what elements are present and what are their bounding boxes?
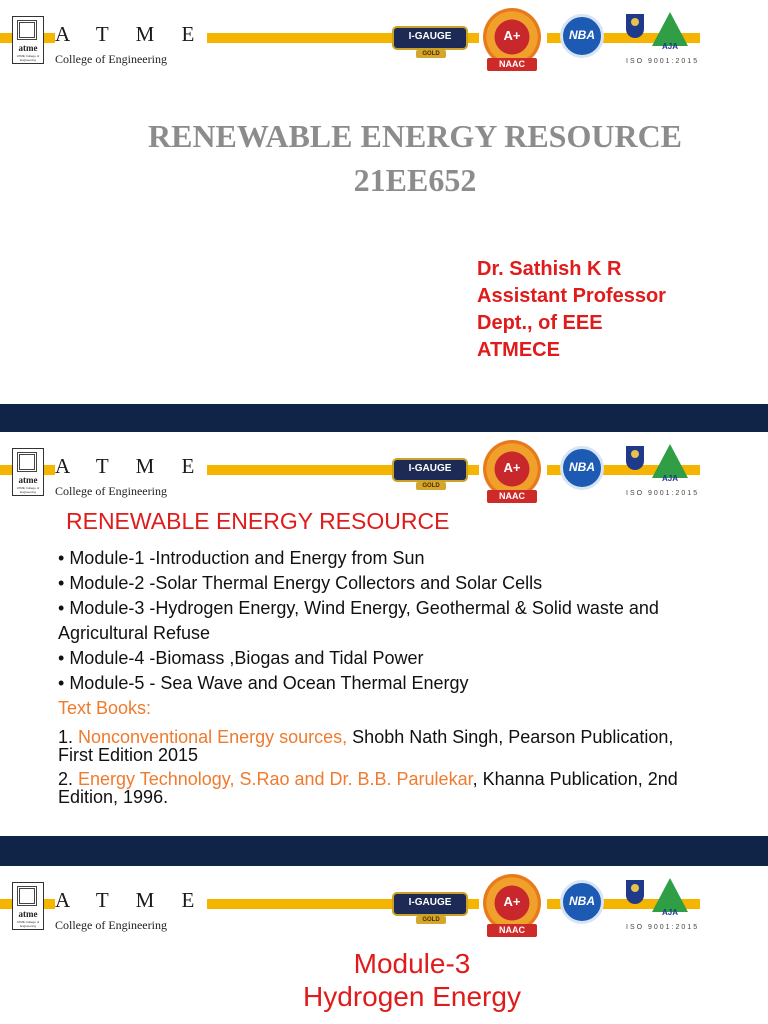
igauge-badge — [392, 26, 468, 57]
aja-logo-icon — [652, 444, 688, 478]
module-item: • Module-5 - Sea Wave and Ocean Thermal Energy — [58, 671, 718, 696]
logo-emblem-icon — [17, 20, 37, 40]
naac-label: NAAC — [487, 490, 537, 503]
igauge-tier: GOLD — [416, 50, 446, 58]
iso-shield-icon — [626, 446, 644, 470]
author-block — [477, 256, 666, 364]
nba-badge — [560, 14, 604, 58]
textbook-number: 1. — [58, 727, 79, 747]
module-item: • Module-2 -Solar Thermal Energy Collectors and Solar Cells — [58, 571, 718, 596]
igauge-label: I-GAUGE — [408, 31, 452, 42]
nba-label: NBA — [569, 894, 595, 908]
logo-text: atme — [18, 43, 38, 53]
atme-logo — [12, 882, 44, 930]
slide-1 — [0, 0, 768, 404]
module-item: • Module-4 -Biomass ,Biogas and Tidal Power — [58, 646, 718, 671]
module-list — [58, 546, 718, 696]
iso-shield-icon — [626, 14, 644, 38]
textbook-details: Shobh Nath Singh, Pearson Publication, First Edition 2015 — [58, 727, 674, 765]
slide-divider — [0, 404, 768, 432]
logo-tagline: ATME College of Engineering — [16, 920, 40, 928]
logo-tagline: ATME College of Engineering — [16, 486, 40, 494]
module-heading: Module-3 — [353, 948, 471, 979]
igauge-tier: GOLD — [416, 482, 446, 490]
aja-logo-icon — [652, 878, 688, 912]
textbook-number: 2. — [58, 769, 79, 789]
nba-label: NBA — [569, 28, 595, 42]
aja-label: AJA — [662, 908, 679, 917]
igauge-badge — [392, 892, 468, 923]
slide-header — [0, 866, 768, 946]
atme-logo — [12, 448, 44, 496]
textbook-2 — [58, 770, 698, 806]
college-name-full: College of Engineering — [55, 52, 167, 66]
logo-text: atme — [18, 909, 38, 919]
module-item: • Module-3 -Hydrogen Energy, Wind Energy, Geothermal & Solid waste and Agricultural Refuse — [58, 596, 718, 646]
author-name: Dr. Sathish K R — [477, 258, 622, 280]
syllabus-title: RENEWABLE ENERGY RESOURCE — [66, 508, 450, 534]
naac-badge — [479, 6, 547, 76]
author-institution: ATMECE — [477, 339, 560, 361]
course-code: 21EE652 — [353, 162, 477, 198]
college-name-short: A T M E — [55, 454, 206, 478]
slide-3 — [0, 866, 768, 1024]
iso-shield-icon — [626, 880, 644, 904]
module-item: • Module-1 -Introduction and Energy from Sun — [58, 546, 718, 571]
logo-emblem-icon — [17, 452, 37, 472]
logo-emblem-icon — [17, 886, 37, 906]
textbook-1 — [58, 728, 698, 764]
iso-label: ISO 9001:2015 — [626, 490, 700, 497]
logo-tagline: ATME College of Engineering — [16, 54, 40, 62]
igauge-tier: GOLD — [416, 916, 446, 924]
author-dept: Dept., of EEE — [477, 312, 603, 334]
atme-logo — [12, 16, 44, 64]
college-name-full: College of Engineering — [55, 484, 167, 498]
author-role: Assistant Professor — [477, 285, 666, 307]
course-title: RENEWABLE ENERGY RESOURCE — [147, 118, 683, 154]
nba-label: NBA — [569, 460, 595, 474]
naac-label: NAAC — [487, 924, 537, 937]
textbook-title: Energy Technology, S.Rao and Dr. B.B. Parulekar — [78, 769, 473, 789]
igauge-badge — [392, 458, 468, 489]
naac-grade: A+ — [503, 894, 521, 909]
slide-header — [0, 0, 768, 80]
slide-divider — [0, 836, 768, 866]
module-subheading: Hydrogen Energy — [303, 981, 521, 1012]
aja-label: AJA — [662, 474, 679, 483]
naac-badge — [479, 438, 547, 508]
iso-label: ISO 9001:2015 — [626, 58, 700, 65]
nba-badge — [560, 880, 604, 924]
slide-header — [0, 432, 768, 512]
igauge-label: I-GAUGE — [408, 463, 452, 474]
aja-label: AJA — [662, 42, 679, 51]
naac-label: NAAC — [487, 58, 537, 71]
iso-label: ISO 9001:2015 — [626, 924, 700, 931]
college-name-short: A T M E — [55, 888, 206, 912]
naac-grade: A+ — [503, 460, 521, 475]
textbook-title: Nonconventional Energy sources, — [78, 727, 348, 747]
textbook-details: , Khanna Publication, 2nd Edition, 1996. — [58, 769, 678, 807]
igauge-label: I-GAUGE — [408, 897, 452, 908]
logo-text: atme — [18, 475, 38, 485]
textbooks-heading: Text Books: — [58, 698, 152, 718]
naac-badge — [479, 872, 547, 942]
college-name-short: A T M E — [55, 22, 206, 46]
nba-badge — [560, 446, 604, 490]
college-name-full: College of Engineering — [55, 918, 167, 932]
naac-grade: A+ — [503, 28, 521, 43]
aja-logo-icon — [652, 12, 688, 46]
slide-2 — [0, 432, 768, 836]
